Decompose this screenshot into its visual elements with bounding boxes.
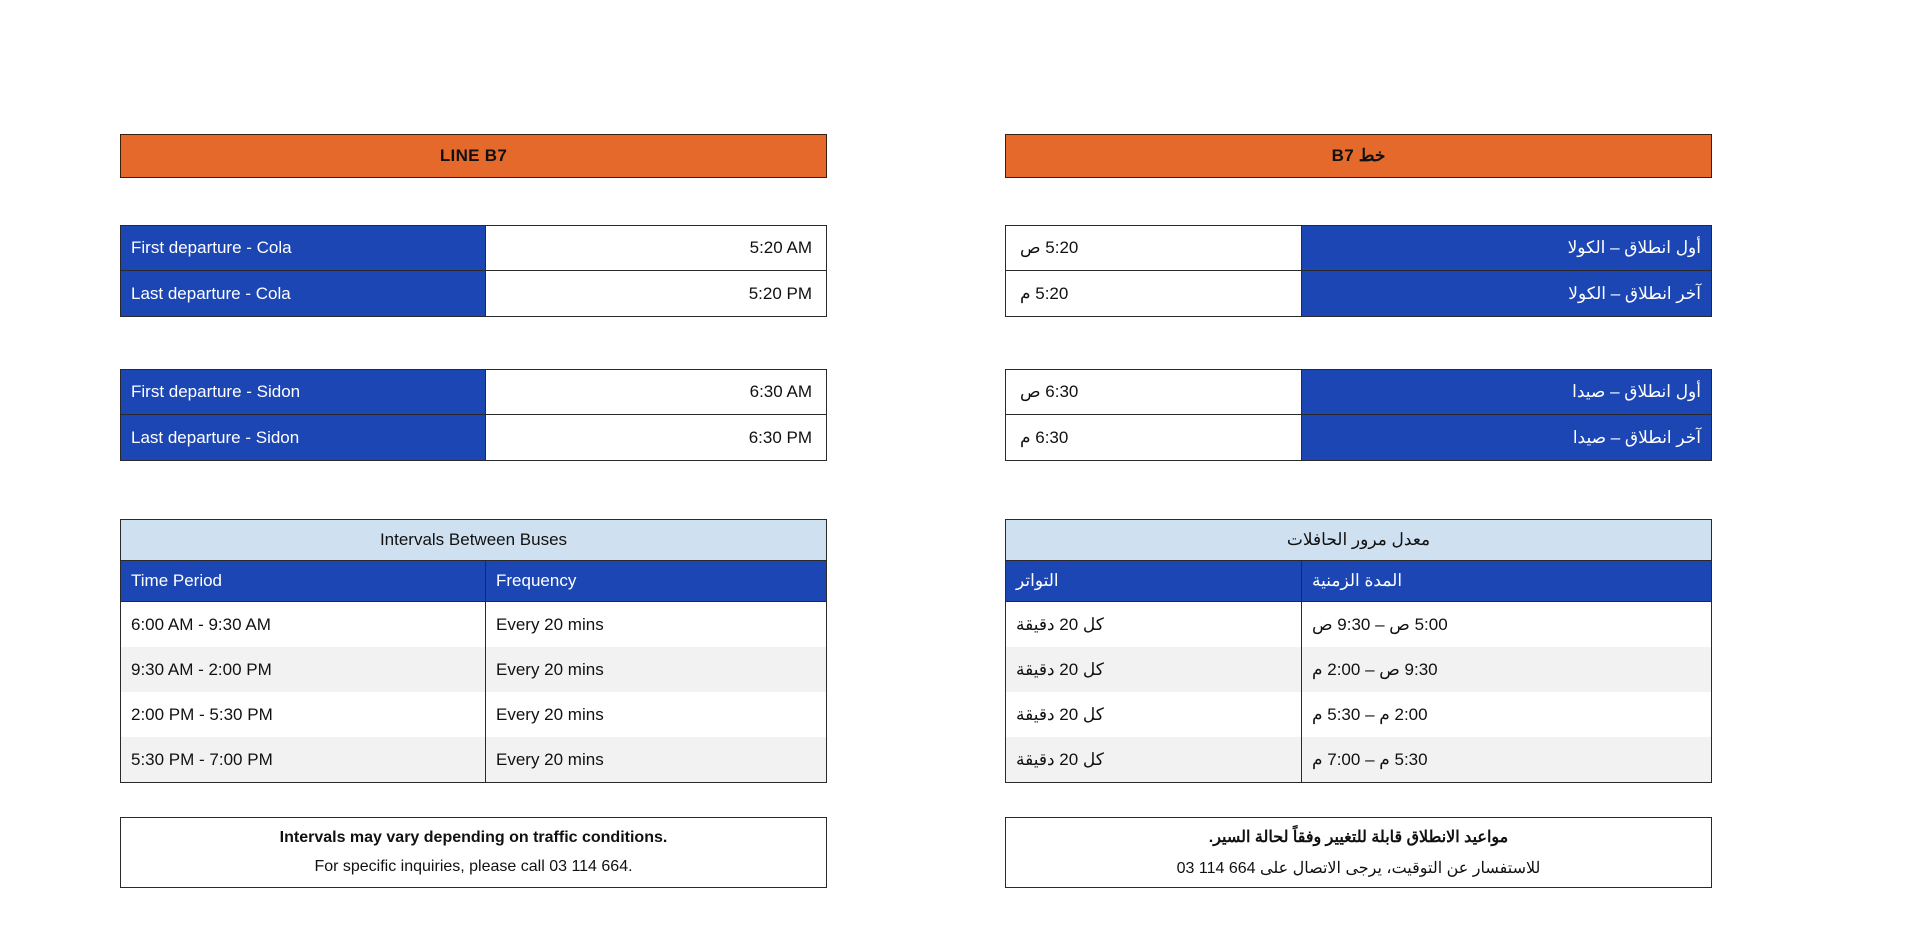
departure-time: 5:20 AM bbox=[486, 226, 826, 270]
departure-label: آخر انطلاق – صيدا bbox=[1301, 415, 1711, 460]
column-header-frequency: Frequency bbox=[496, 571, 577, 590]
intervals-caption: معدل مرور الحافلات bbox=[1006, 520, 1711, 561]
table-row bbox=[1006, 737, 1711, 782]
table-row bbox=[121, 271, 826, 316]
disclaimer-contact: For specific inquiries, please call 03 114 664. bbox=[314, 858, 633, 875]
departure-time: 5:20 م bbox=[1006, 271, 1301, 316]
cell-time-period: 5:00 ص – 9:30 ص bbox=[1301, 602, 1711, 647]
departure-label: Last departure - Sidon bbox=[121, 415, 486, 460]
table-row bbox=[1006, 271, 1711, 316]
table-row bbox=[121, 647, 826, 692]
cell-frequency: Every 20 mins bbox=[496, 614, 604, 634]
cell-frequency: كل 20 دقيقة bbox=[1016, 659, 1104, 679]
line-banner-english bbox=[120, 134, 827, 178]
column-header-time-period: Time Period bbox=[121, 561, 486, 601]
departure-label: Last departure - Cola bbox=[121, 271, 486, 316]
departure-time: 6:30 PM bbox=[486, 415, 826, 460]
intervals-header-row bbox=[121, 561, 826, 602]
table-row bbox=[121, 415, 826, 460]
departure-label: أول انطلاق – الكولا bbox=[1301, 226, 1711, 270]
column-header-frequency: التواتر bbox=[1016, 571, 1059, 590]
disclaimer-headline: Intervals may vary depending on traffic conditions. bbox=[279, 829, 668, 846]
departures-block-cola-english bbox=[120, 225, 827, 317]
departure-time: 5:20 ص bbox=[1006, 226, 1301, 270]
table-row bbox=[1006, 226, 1711, 271]
departure-time: 6:30 ص bbox=[1006, 370, 1301, 414]
schedule-panel-arabic bbox=[1005, 0, 1712, 888]
line-banner-arabic bbox=[1005, 134, 1712, 178]
table-row bbox=[121, 370, 826, 415]
table-row bbox=[1006, 692, 1711, 737]
table-row bbox=[1006, 602, 1711, 647]
table-row bbox=[121, 692, 826, 737]
cell-time-period: 5:30 م – 7:00 م bbox=[1301, 737, 1711, 782]
cell-time-period: 5:30 PM - 7:00 PM bbox=[121, 737, 486, 782]
table-row bbox=[1006, 647, 1711, 692]
cell-frequency: Every 20 mins bbox=[496, 659, 604, 679]
departure-label: أول انطلاق – صيدا bbox=[1301, 370, 1711, 414]
departure-label: First departure - Cola bbox=[121, 226, 486, 270]
cell-time-period: 9:30 ص – 2:00 م bbox=[1301, 647, 1711, 692]
table-row bbox=[121, 737, 826, 782]
disclaimer-note-english bbox=[120, 817, 827, 888]
departure-label: First departure - Sidon bbox=[121, 370, 486, 414]
table-row bbox=[121, 226, 826, 271]
cell-frequency: Every 20 mins bbox=[496, 749, 604, 769]
departures-block-sidon-arabic bbox=[1005, 369, 1712, 461]
cell-frequency: كل 20 دقيقة bbox=[1016, 704, 1104, 724]
disclaimer-note-arabic bbox=[1005, 817, 1712, 888]
cell-frequency: كل 20 دقيقة bbox=[1016, 749, 1104, 769]
table-row bbox=[1006, 415, 1711, 460]
departure-time: 5:20 PM bbox=[486, 271, 826, 316]
intervals-caption: Intervals Between Buses bbox=[121, 520, 826, 561]
cell-time-period: 2:00 PM - 5:30 PM bbox=[121, 692, 486, 737]
line-title-arabic: خط B7 bbox=[1331, 146, 1386, 165]
table-row bbox=[1006, 370, 1711, 415]
disclaimer-contact: للاستفسار عن التوقيت، يرجى الاتصال على 664 114 03 bbox=[1176, 860, 1541, 877]
cell-time-period: 9:30 AM - 2:00 PM bbox=[121, 647, 486, 692]
intervals-table-arabic bbox=[1005, 519, 1712, 783]
table-row bbox=[121, 602, 826, 647]
departures-block-cola-arabic bbox=[1005, 225, 1712, 317]
disclaimer-headline: مواعيد الانطلاق قابلة للتغيير وفقاً لحالة السير. bbox=[1208, 829, 1509, 846]
departure-label: آخر انطلاق – الكولا bbox=[1301, 271, 1711, 316]
line-title-english: LINE B7 bbox=[439, 146, 508, 165]
cell-frequency: كل 20 دقيقة bbox=[1016, 614, 1104, 634]
cell-time-period: 2:00 م – 5:30 م bbox=[1301, 692, 1711, 737]
departure-time: 6:30 م bbox=[1006, 415, 1301, 460]
cell-time-period: 6:00 AM - 9:30 AM bbox=[121, 602, 486, 647]
cell-frequency: Every 20 mins bbox=[496, 704, 604, 724]
column-header-time-period: المدة الزمنية bbox=[1301, 561, 1711, 601]
departures-block-sidon-english bbox=[120, 369, 827, 461]
intervals-table-english bbox=[120, 519, 827, 783]
schedule-panel-english bbox=[120, 0, 827, 888]
intervals-header-row bbox=[1006, 561, 1711, 602]
departure-time: 6:30 AM bbox=[486, 370, 826, 414]
